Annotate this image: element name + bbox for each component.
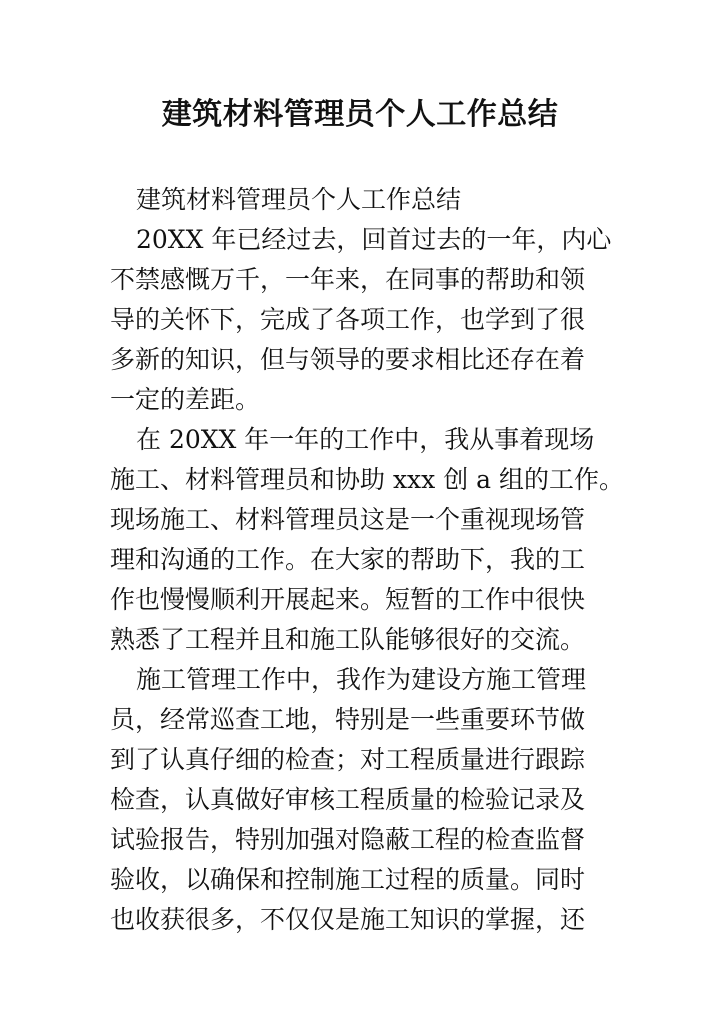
- paragraph-2-line-1: 在 20XX 年一年的工作中，我从事着现场: [136, 425, 595, 454]
- document-body: [110, 180, 625, 940]
- paragraph-1-line-3: 导的关怀下，完成了各项工作，也学到了很: [110, 305, 586, 334]
- paragraph-1-line-1: 20XX 年已经过去，回首过去的一年，内心: [136, 225, 612, 254]
- paragraph-3-line-2: 员，经常巡查工地，特别是一些重要环节做: [110, 705, 586, 734]
- paragraph-1-line-2: 不禁感慨万千，一年来，在同事的帮助和领: [110, 265, 586, 294]
- paragraph-2-line-6: 熟悉了工程并且和施工队能够很好的交流。: [110, 625, 586, 654]
- paragraph-3-line-1: 施工管理工作中，我作为建设方施工管理: [136, 665, 587, 694]
- paragraph-2-line-5: 作也慢慢顺利开展起来。短暂的工作中很快: [110, 585, 586, 614]
- paragraph-2-line-2: 施工、材料管理员和协助 xxx 创 a 组的工作。: [110, 465, 624, 494]
- paragraph-3-line-5: 试验报告，特别加强对隐蔽工程的检查监督: [110, 825, 586, 854]
- paragraph-1-line-5: 一定的差距。: [110, 385, 261, 414]
- paragraph-3-line-7: 也收获很多，不仅仅是施工知识的掌握，还: [110, 905, 586, 934]
- paragraph-2-line-3: 现场施工、材料管理员这是一个重视现场管: [110, 505, 586, 534]
- paragraph-3-line-3: 到了认真仔细的检查；对工程质量进行跟踪: [110, 745, 586, 774]
- paragraph-heading-line: 建筑材料管理员个人工作总结: [136, 185, 462, 214]
- paragraph-2-line-4: 理和沟通的工作。在大家的帮助下，我的工: [110, 545, 586, 574]
- document-title: 建筑材料管理员个人工作总结: [161, 97, 559, 132]
- paragraph-1-line-4: 多新的知识，但与领导的要求相比还存在着: [110, 345, 586, 374]
- paragraph-3-line-6: 验收，以确保和控制施工过程的质量。同时: [110, 865, 586, 894]
- paragraph-3-line-4: 检查，认真做好审核工程质量的检验记录及: [110, 785, 586, 814]
